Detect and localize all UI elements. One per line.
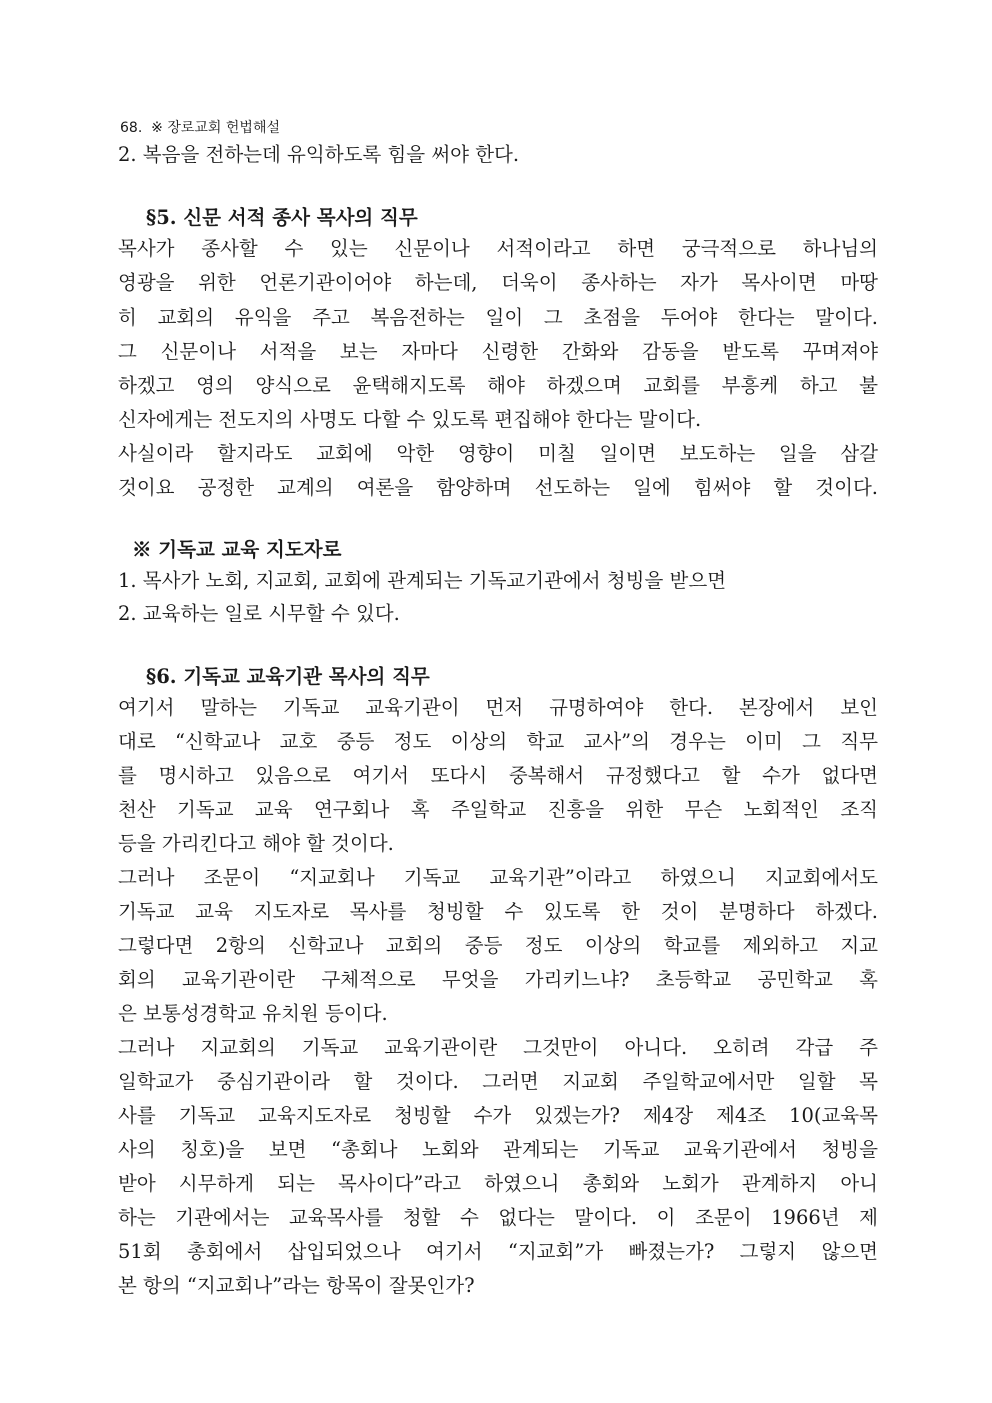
body-line: 영광을 위한 언론기관이어야 하는데, 더욱이 종사하는 자가 목사이면 마땅 <box>118 271 878 294</box>
body-line: 하는 기관에서는 교육목사를 청할 수 없다는 말이다. 이 조문이 1966년 제 <box>118 1206 878 1229</box>
body-line: 등을 가리킨다고 해야 할 것이다. <box>118 832 394 855</box>
body-line: 여기서 말하는 기독교 교육기관이 먼저 규명하여야 한다. 본장에서 보인 <box>118 696 878 719</box>
body-line: 그 신문이나 서적을 보는 자마다 신령한 간화와 감동을 받도록 꾸며져야 <box>118 340 878 363</box>
body-line: 회의 교육기관이란 구체적으로 무엇을 가리키느냐? 초등학교 공민학교 혹 <box>118 968 878 991</box>
section-heading: §5. 신문 서적 종사 목사의 직무 <box>146 206 418 229</box>
body-line: 것이요 공정한 교계의 여론을 함양하며 선도하는 일에 힘써야 할 것이다. <box>118 476 878 499</box>
running-header <box>120 117 280 137</box>
body-line: 대로 “신학교나 교호 중등 정도 이상의 학교 교사”의 경우는 이미 그 직무 <box>118 730 878 753</box>
section-heading: §6. 기독교 교육기관 목사의 직무 <box>146 665 430 688</box>
body-line: 그러나 조문이 “지교회나 기독교 교육기관”이라고 하였으니 지교회에서도 <box>118 866 878 889</box>
page-number: 68. <box>120 120 143 136</box>
body-line: 받아 시무하게 되는 목사이다”라고 하였으니 총회와 노회가 관계하지 아니 <box>118 1172 878 1195</box>
body-line: 2. 교육하는 일로 시무할 수 있다. <box>118 602 400 625</box>
body-line: 하겠고 영의 양식으로 윤택해지도록 해야 하겠으며 교회를 부흥케 하고 불 <box>118 374 878 397</box>
note-heading: ※ 기독교 교육 지도자로 <box>132 538 342 561</box>
body-line: 51회 총회에서 삽입되었으나 여기서 “지교회”가 빠졌는가? 그렇지 않으면 <box>118 1240 878 1263</box>
body-line: 기독교 교육 지도자로 목사를 청빙할 수 있도록 한 것이 분명하다 하겠다. <box>118 900 878 923</box>
body-line: 그러나 지교회의 기독교 교육기관이란 그것만이 아니다. 오히려 각급 주 <box>118 1036 878 1059</box>
body-line: 사를 기독교 교육지도자로 청빙할 수가 있겠는가? 제4장 제4조 10(교육목 <box>118 1104 878 1127</box>
body-line: 일학교가 중심기관이라 할 것이다. 그러면 지교회 주일학교에서만 일할 목 <box>118 1070 878 1093</box>
body-line: 목사가 종사할 수 있는 신문이나 서적이라고 하면 궁극적으로 하나님의 <box>118 237 878 260</box>
body-line: 히 교회의 유익을 주고 복음전하는 일이 그 초점을 두어야 한다는 말이다. <box>118 306 878 329</box>
body-line: 를 명시하고 있음으로 여기서 또다시 중복해서 규정했다고 할 수가 없다면 <box>118 764 878 787</box>
body-line: 사실이라 할지라도 교회에 악한 영향이 미칠 일이면 보도하는 일을 삼갈 <box>118 442 878 465</box>
body-line: 본 항의 “지교회나”라는 항목이 잘못인가? <box>118 1274 475 1297</box>
body-line: 2. 복음을 전하는데 유익하도록 힘을 써야 한다. <box>118 143 520 166</box>
body-line: 천산 기독교 교육 연구회나 혹 주일학교 진흥을 위한 무슨 노회적인 조직 <box>118 798 878 821</box>
body-line: 1. 목사가 노회, 지교회, 교회에 관계되는 기독교기관에서 청빙을 받으면 <box>118 569 727 592</box>
body-line: 은 보통성경학교 유치원 등이다. <box>118 1002 388 1025</box>
running-title: 장로교회 헌법해설 <box>167 120 281 136</box>
body-line: 그렇다면 2항의 신학교나 교회의 중등 정도 이상의 학교를 제외하고 지교 <box>118 934 878 957</box>
reference-mark: ※ <box>151 120 163 136</box>
body-line: 사의 칭호)을 보면 “총회나 노회와 관계되는 기독교 교육기관에서 청빙을 <box>118 1138 878 1161</box>
body-line: 신자에게는 전도지의 사명도 다할 수 있도록 편집해야 한다는 말이다. <box>118 408 702 431</box>
